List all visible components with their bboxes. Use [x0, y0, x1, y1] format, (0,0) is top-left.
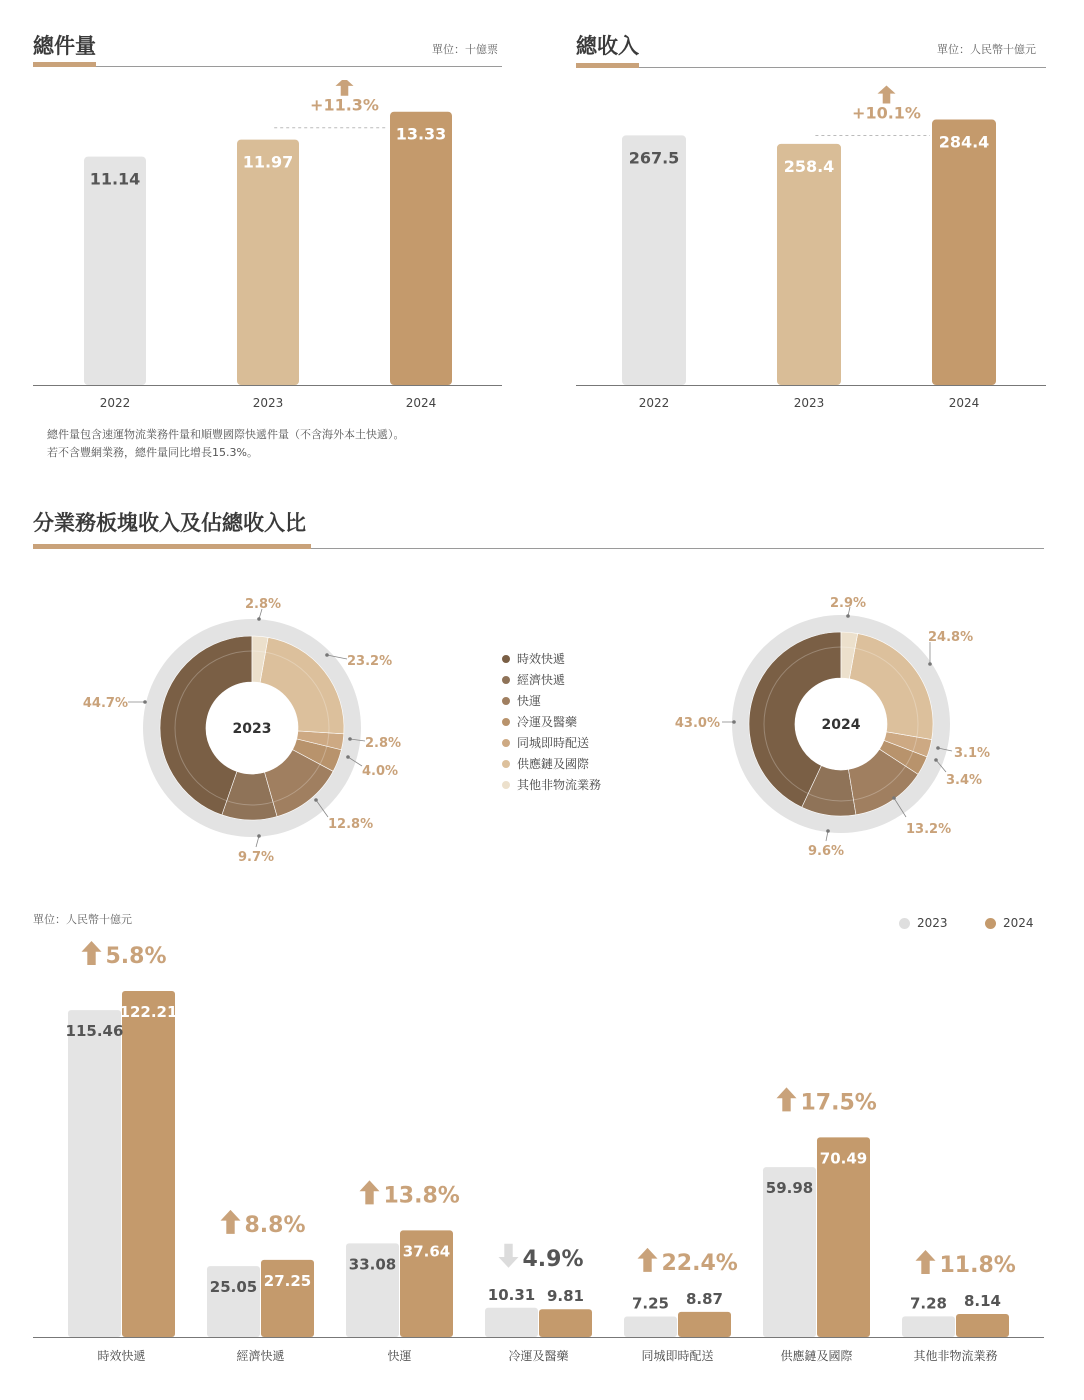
revenue-unit: 單位：人民幣十億元 — [937, 43, 1036, 56]
volume-unit: 單位：十億票 — [432, 43, 498, 56]
bar-value-label: 70.49 — [819, 1149, 868, 1168]
bar-2022 — [622, 135, 686, 385]
bar-2023 — [624, 1316, 677, 1337]
bar-value-label: 33.08 — [348, 1255, 397, 1274]
growth-up-arrow-icon — [638, 1248, 658, 1272]
donut-leader-dot — [143, 700, 147, 704]
bar-2024 — [122, 991, 175, 1337]
donut-legend-item — [502, 713, 577, 730]
growth-up-arrow-icon — [360, 1180, 380, 1204]
x-tick-label: 同城即時配送 — [641, 1349, 714, 1363]
bar-value-label: 267.5 — [628, 148, 680, 168]
bar-2023 — [207, 1266, 260, 1337]
donut-pct-label: 44.7% — [82, 696, 128, 711]
x-tick-label: 2024 — [948, 396, 980, 410]
bar-value-label: 122.21 — [119, 1003, 178, 1021]
bar-value-label: 11.14 — [89, 169, 141, 189]
volume-accent — [33, 62, 96, 67]
donut-legend-swatch — [502, 760, 510, 768]
bar-2023 — [237, 140, 299, 385]
bar-2024 — [932, 120, 996, 385]
bar-value-label: 11.97 — [242, 152, 294, 172]
donut-pct-label: 12.8% — [328, 817, 374, 832]
x-tick-label: 2024 — [405, 396, 437, 410]
donut-leader-dot — [928, 662, 932, 666]
donut-leader-dot — [892, 796, 896, 800]
bar-value-label: 7.25 — [631, 1294, 670, 1313]
donut-chart-2024 — [650, 585, 1050, 875]
revenue-bar-chart — [560, 80, 1070, 410]
volume-note-line2: 若不含豐網業務，總件量同比增長15.3%。 — [47, 446, 258, 459]
volume-title: 總件量 — [33, 34, 96, 58]
segment-bar-chart — [0, 930, 1084, 1380]
x-tick-label: 冷運及醫藥 — [508, 1349, 569, 1363]
bar-2022 — [84, 157, 146, 385]
donut-pct-label: 24.8% — [928, 630, 974, 645]
donut-chart-2023 — [60, 585, 460, 875]
legend-2023-label: 2023 — [917, 916, 948, 930]
donut-leader-dot — [826, 829, 830, 833]
x-tick-label: 供應鏈及國際 — [780, 1349, 853, 1363]
donut-leader-dot — [346, 755, 350, 759]
growth-label: +11.3% — [310, 95, 379, 115]
legend-2024-label: 2024 — [1003, 916, 1034, 930]
bar-value-label: 25.05 — [209, 1278, 258, 1297]
donut-center-label: 2024 — [821, 717, 861, 733]
bar-value-label: 10.31 — [487, 1285, 536, 1304]
growth-label: 17.5% — [800, 1090, 877, 1116]
growth-up-arrow-icon — [777, 1087, 797, 1111]
donut-leader-dot — [325, 653, 329, 657]
donut-leader-dot — [314, 798, 318, 802]
donut-legend-item — [502, 734, 589, 751]
donut-pct-label: 2.8% — [244, 597, 282, 612]
bar-value-label: 13.33 — [395, 124, 447, 144]
donut-legend-swatch — [502, 781, 510, 789]
donut-legend-label: 快運 — [517, 694, 542, 708]
donut-legend-item — [502, 692, 541, 709]
growth-up-arrow-icon — [82, 941, 102, 965]
donut-pct-label: 9.7% — [237, 850, 275, 865]
bar-2023 — [777, 144, 841, 385]
segments-unit: 單位：人民幣十億元 — [33, 913, 132, 926]
donut-legend-label: 經濟快遞 — [517, 673, 566, 687]
growth-label: 11.8% — [939, 1252, 1016, 1278]
x-tick-label: 2022 — [638, 396, 670, 410]
donut-legend-label: 同城即時配送 — [517, 736, 590, 750]
donut-pct-label: 3.4% — [946, 773, 983, 788]
x-tick-label: 2023 — [252, 396, 284, 410]
donut-leader-dot — [732, 720, 736, 724]
revenue-rule — [576, 67, 1046, 68]
legend-2023 — [899, 916, 948, 930]
x-tick-label: 經濟快遞 — [236, 1349, 285, 1363]
donut-legend — [502, 650, 642, 800]
bar-value-label: 258.4 — [783, 156, 835, 176]
bar-2024 — [956, 1314, 1009, 1337]
donut-legend-label: 其他非物流業務 — [517, 778, 602, 792]
donut-pct-label: 2.9% — [829, 596, 867, 611]
donut-pct-label: 43.0% — [674, 716, 720, 731]
bar-value-label: 7.28 — [909, 1294, 948, 1313]
donut-pct-label: 23.2% — [347, 654, 393, 669]
donut-legend-swatch — [502, 676, 510, 684]
x-tick-label: 快運 — [387, 1349, 412, 1363]
legend-2023-swatch — [899, 918, 910, 929]
donut-legend-label: 供應鏈及國際 — [517, 757, 590, 771]
bar-value-label: 8.87 — [685, 1289, 724, 1308]
x-tick-label: 其他非物流業務 — [913, 1349, 998, 1363]
donut-legend-label: 冷運及醫藥 — [517, 715, 578, 729]
donut-leader-dot — [846, 614, 850, 618]
donut-pct-label: 9.6% — [807, 844, 845, 859]
donut-legend-item — [502, 650, 565, 667]
bar-2023 — [485, 1308, 538, 1337]
revenue-accent — [576, 63, 639, 68]
donut-legend-item — [502, 755, 589, 772]
bar-value-label: 37.64 — [402, 1242, 451, 1261]
volume-note-line1: 總件量包含速運物流業務件量和順豐國際快遞件量（不含海外本土快遞）。 — [47, 428, 405, 441]
volume-rule — [33, 66, 502, 67]
bar-value-label: 59.98 — [765, 1179, 814, 1198]
donut-leader-dot — [348, 737, 352, 741]
bar-value-label: 8.14 — [963, 1291, 1002, 1310]
donut-legend-swatch — [502, 739, 510, 747]
growth-up-arrow-icon — [878, 86, 896, 104]
donut-leader-dot — [257, 834, 261, 838]
donut-legend-item — [502, 671, 565, 688]
growth-up-arrow-icon — [916, 1250, 936, 1274]
growth-label: 22.4% — [661, 1250, 738, 1276]
bar-2024 — [678, 1312, 731, 1337]
growth-label: 13.8% — [383, 1183, 460, 1209]
segments-accent — [33, 544, 311, 549]
bar-2023 — [902, 1316, 955, 1337]
x-tick-label: 2022 — [99, 396, 131, 410]
donut-legend-item — [502, 776, 601, 793]
bar-value-label: 115.46 — [65, 1022, 124, 1041]
bar-2023 — [68, 1010, 121, 1337]
growth-label: 5.8% — [105, 944, 167, 969]
bar-value-label: 9.81 — [546, 1287, 585, 1306]
growth-up-arrow-icon — [221, 1210, 241, 1234]
donut-leader-dot — [934, 758, 938, 762]
donut-pct-label: 4.0% — [362, 764, 399, 779]
donut-pct-label: 2.8% — [365, 736, 402, 751]
segments-title: 分業務板塊收入及佔總收入比 — [33, 511, 306, 535]
x-tick-label: 時效快遞 — [97, 1349, 146, 1363]
legend-2024 — [985, 916, 1034, 930]
volume-bar-chart — [0, 80, 520, 410]
donut-leader-dot — [257, 617, 261, 621]
legend-2024-swatch — [985, 918, 996, 929]
donut-leader-dot — [936, 746, 940, 750]
growth-label: 8.8% — [244, 1212, 306, 1238]
growth-down-arrow-icon — [499, 1244, 519, 1268]
donut-pct-label: 3.1% — [954, 746, 991, 761]
growth-up-arrow-icon — [336, 80, 354, 96]
donut-pct-label: 13.2% — [906, 822, 952, 837]
donut-legend-swatch — [502, 655, 510, 663]
bar-value-label: 284.4 — [938, 132, 990, 152]
donut-legend-label: 時效快遞 — [517, 652, 566, 666]
donut-center-label: 2023 — [232, 721, 272, 737]
growth-label: +10.1% — [852, 103, 921, 123]
donut-legend-swatch — [502, 718, 510, 726]
volume-note — [47, 426, 405, 462]
donut-legend-swatch — [502, 697, 510, 705]
growth-label: 4.9% — [522, 1246, 584, 1272]
bar-2024 — [539, 1309, 592, 1337]
bar-value-label: 27.25 — [263, 1271, 312, 1290]
bar-2024 — [390, 112, 452, 385]
revenue-title: 總收入 — [576, 34, 639, 58]
x-tick-label: 2023 — [793, 396, 825, 410]
